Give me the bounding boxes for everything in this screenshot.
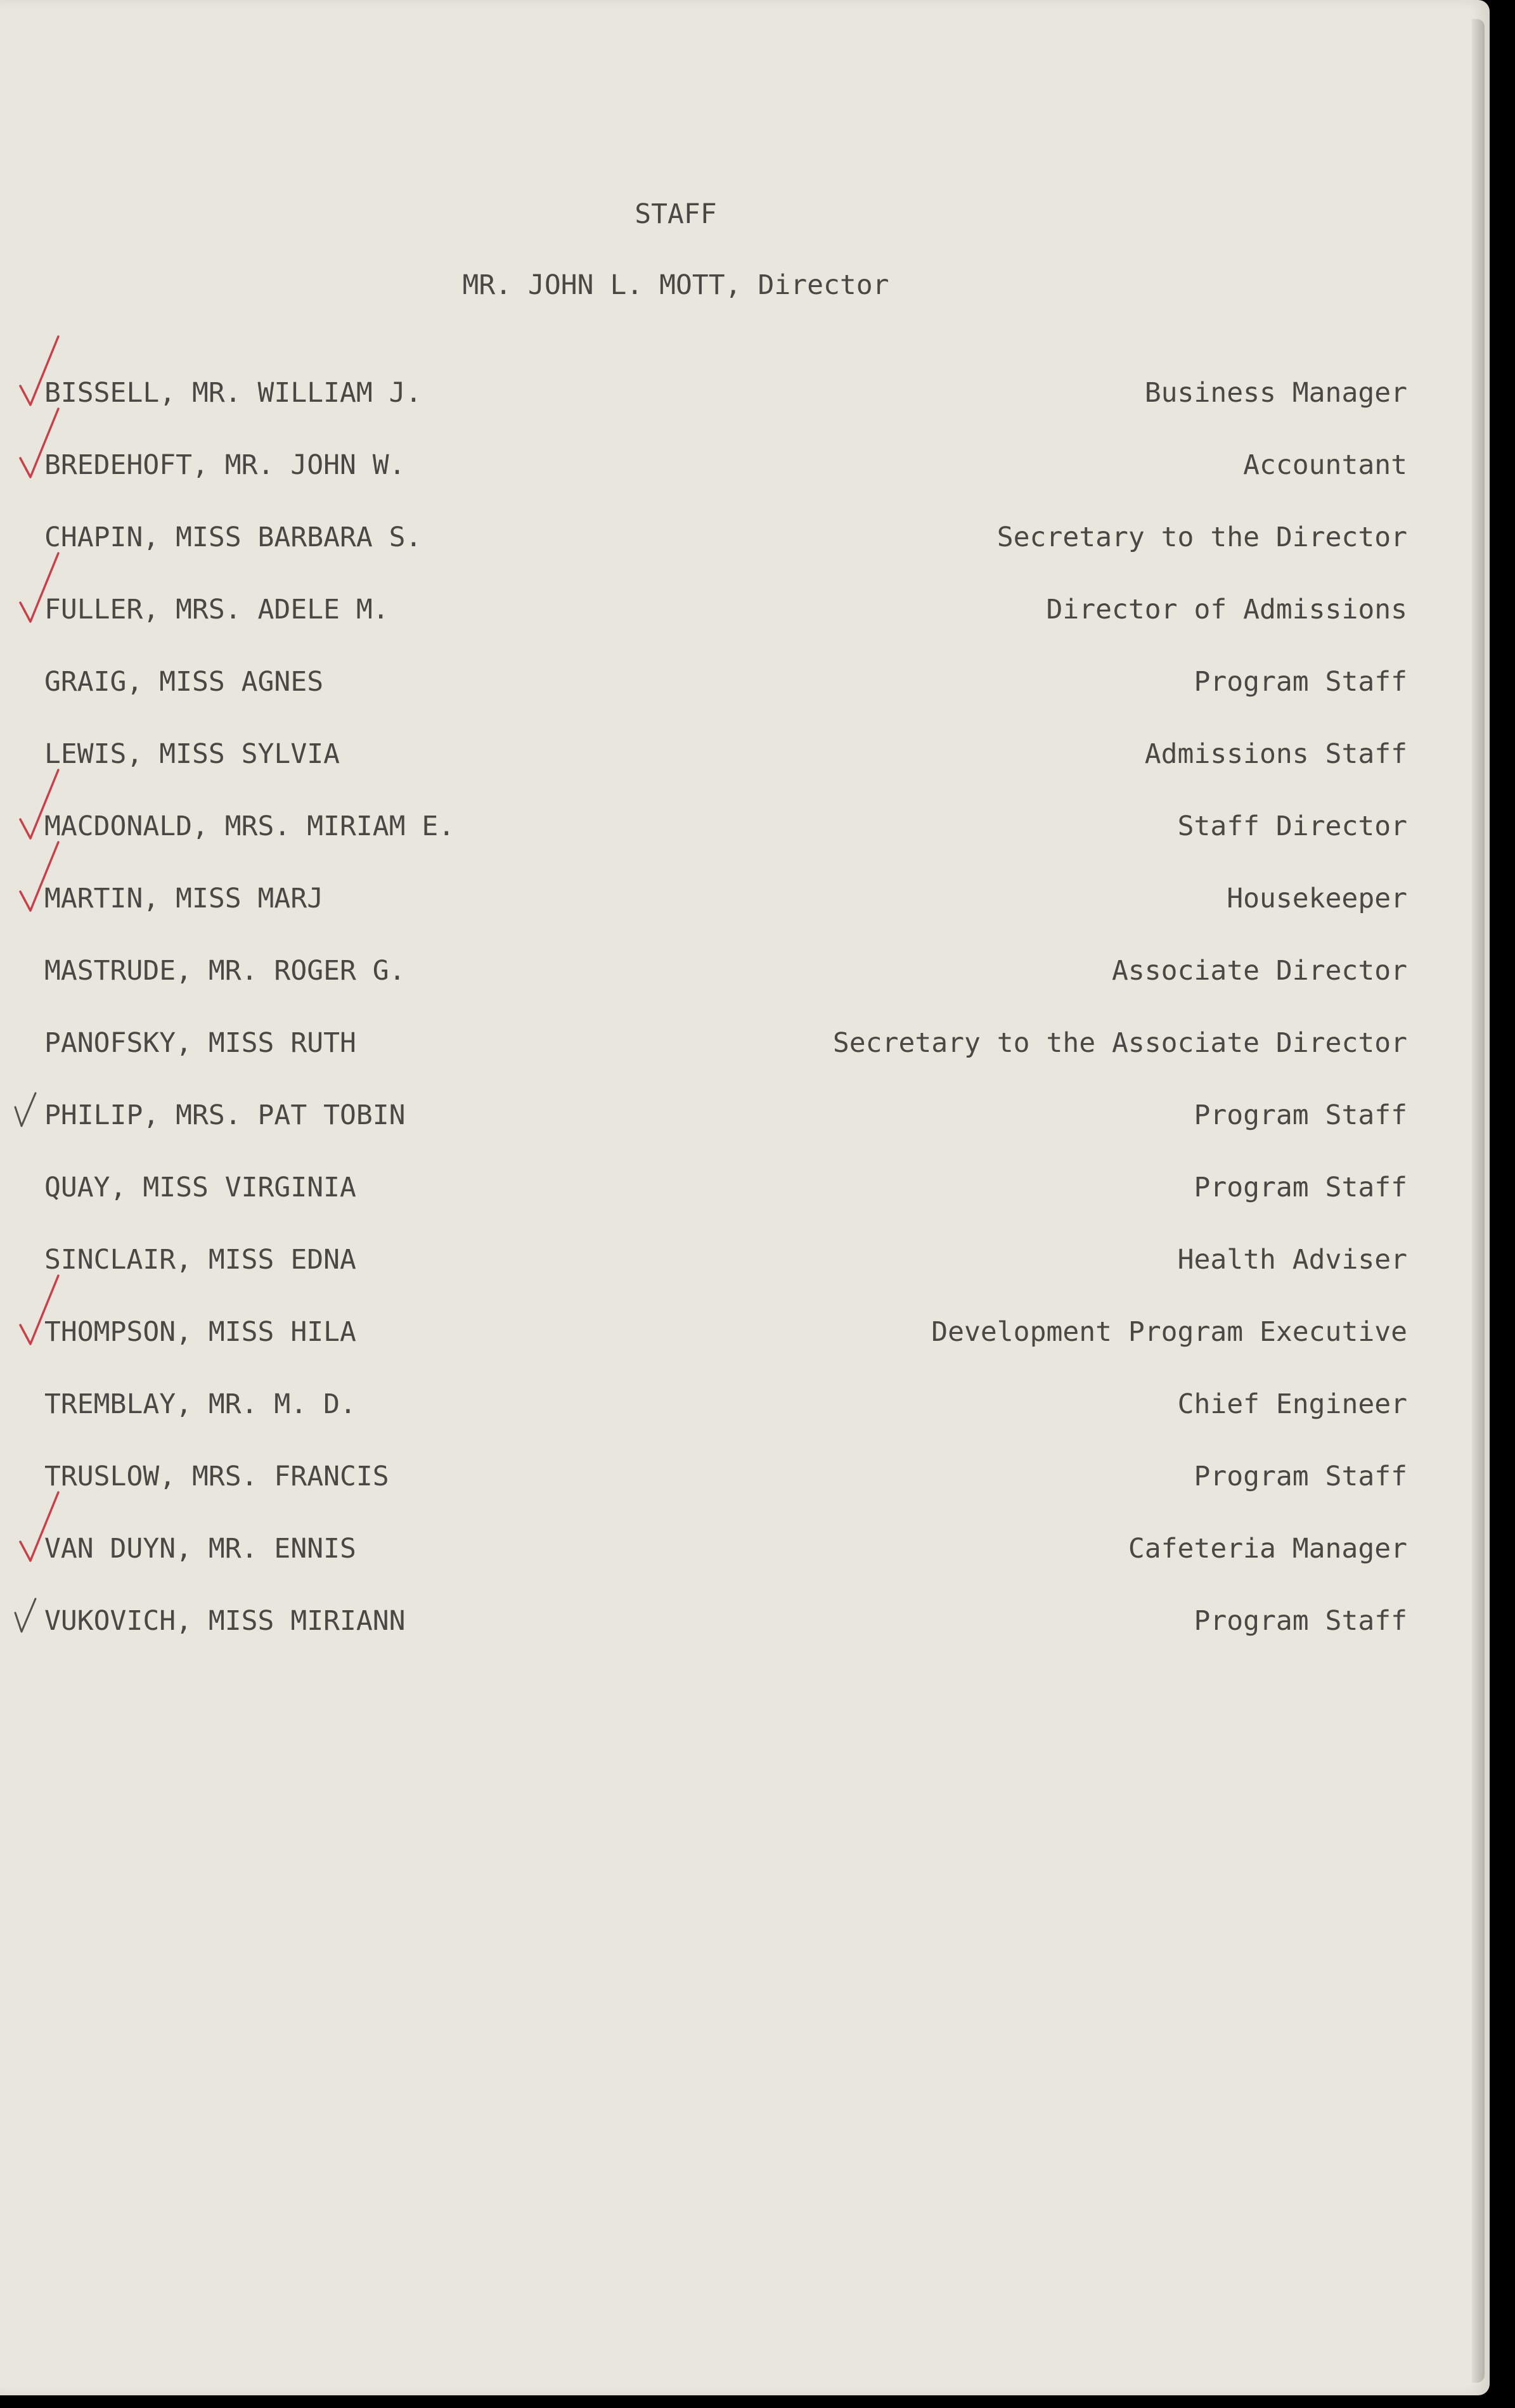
staff-role: Cafeteria Manager [1128,1533,1407,1565]
director-line: MR. JOHN L. MOTT, Director [462,269,889,301]
staff-name: PANOFSKY, MISS RUTH [44,1027,356,1059]
staff-role: Development Program Executive [931,1316,1407,1348]
pen-check-mark-icon [13,1594,38,1638]
staff-role: Program Staff [1194,1099,1407,1131]
staff-row [44,1461,1407,1533]
staff-row [44,1172,1407,1244]
staff-role: Secretary to the Director [996,522,1407,553]
staff-role: Program Staff [1194,1461,1407,1492]
staff-role: Health Adviser [1177,1244,1407,1276]
staff-name: TRUSLOW, MRS. FRANCIS [44,1461,389,1492]
staff-row [44,1533,1407,1605]
staff-row [44,1099,1407,1172]
staff-role: Chief Engineer [1177,1388,1407,1420]
page-edge-shadow [1472,19,1485,2383]
staff-name: VAN DUYN, MR. ENNIS [44,1533,356,1565]
staff-role: Admissions Staff [1144,738,1407,770]
staff-row [44,1027,1407,1099]
staff-name: MACDONALD, MRS. MIRIAM E. [44,810,455,842]
staff-row [44,1316,1407,1388]
staff-role: Business Manager [1144,377,1407,409]
staff-role: Director of Admissions [1046,594,1407,625]
staff-name: BISSELL, MR. WILLIAM J. [44,377,422,409]
staff-name: VUKOVICH, MISS MIRIANN [44,1605,406,1637]
staff-row [44,955,1407,1027]
staff-list [44,377,1407,1677]
staff-role: Accountant [1243,449,1407,481]
staff-role: Program Staff [1194,1605,1407,1637]
staff-name: FULLER, MRS. ADELE M. [44,594,389,625]
staff-name: SINCLAIR, MISS EDNA [44,1244,356,1276]
staff-name: QUAY, MISS VIRGINIA [44,1172,356,1203]
staff-name: CHAPIN, MISS BARBARA S. [44,522,422,553]
staff-name: PHILIP, MRS. PAT TOBIN [44,1099,406,1131]
staff-role: Housekeeper [1227,883,1407,914]
pen-check-mark-icon [13,1088,38,1132]
staff-role: Associate Director [1112,955,1407,987]
staff-role: Staff Director [1177,810,1407,842]
staff-role: Program Staff [1194,666,1407,698]
staff-name: THOMPSON, MISS HILA [44,1316,356,1348]
staff-row [44,1605,1407,1677]
staff-row [44,1244,1407,1316]
staff-role: Secretary to the Associate Director [832,1027,1407,1059]
staff-row [44,1388,1407,1461]
staff-row [44,666,1407,738]
staff-name: BREDEHOFT, MR. JOHN W. [44,449,406,481]
staff-row [44,883,1407,955]
staff-row [44,449,1407,522]
page-title: STAFF [635,198,717,230]
staff-row [44,377,1407,449]
staff-name: LEWIS, MISS SYLVIA [44,738,340,770]
staff-row [44,522,1407,594]
staff-name: GRAIG, MISS AGNES [44,666,324,698]
staff-row [44,594,1407,666]
staff-row [44,738,1407,810]
staff-name: MASTRUDE, MR. ROGER G. [44,955,406,987]
staff-role: Program Staff [1194,1172,1407,1203]
staff-name: TREMBLAY, MR. M. D. [44,1388,356,1420]
staff-name: MARTIN, MISS MARJ [44,883,324,914]
staff-row [44,810,1407,883]
